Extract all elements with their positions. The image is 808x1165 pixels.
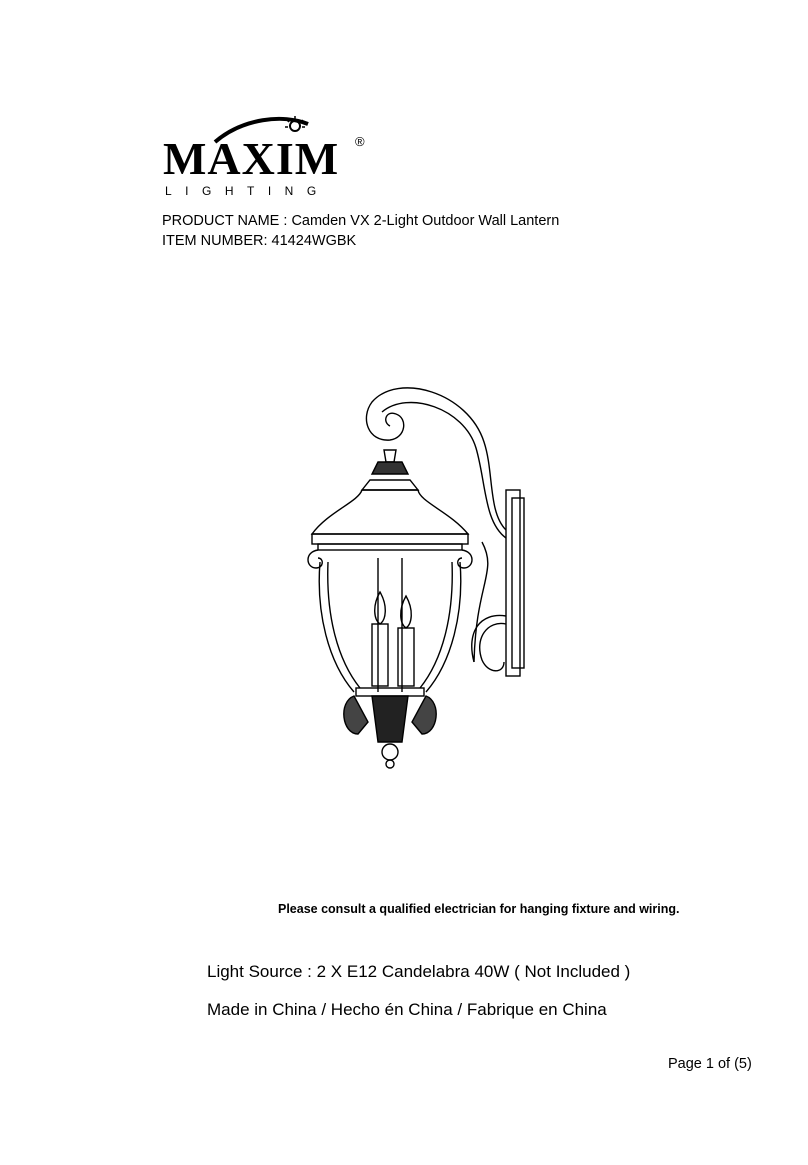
electrician-notice: Please consult a qualified electrician for hanging fixture and wiring. [278,902,680,916]
light-source-spec: Light Source : 2 X E12 Candelabra 40W ( Not Included ) [207,962,631,981]
registered-mark: ® [355,134,365,149]
brand-logo [163,112,373,202]
origin-spec: Made in China / Hecho én China / Fabrique en China [207,1000,607,1019]
item-number: ITEM NUMBER: 41424WGBK [162,233,357,249]
wall-lantern-icon [298,362,534,770]
brand-name: MAXIM [163,133,340,184]
page-number: Page 1 of (5) [668,1056,752,1072]
brand-subtitle: LIGHTING [165,184,330,198]
product-name: PRODUCT NAME : Camden VX 2-Light Outdoor Wall Lantern [162,213,560,229]
